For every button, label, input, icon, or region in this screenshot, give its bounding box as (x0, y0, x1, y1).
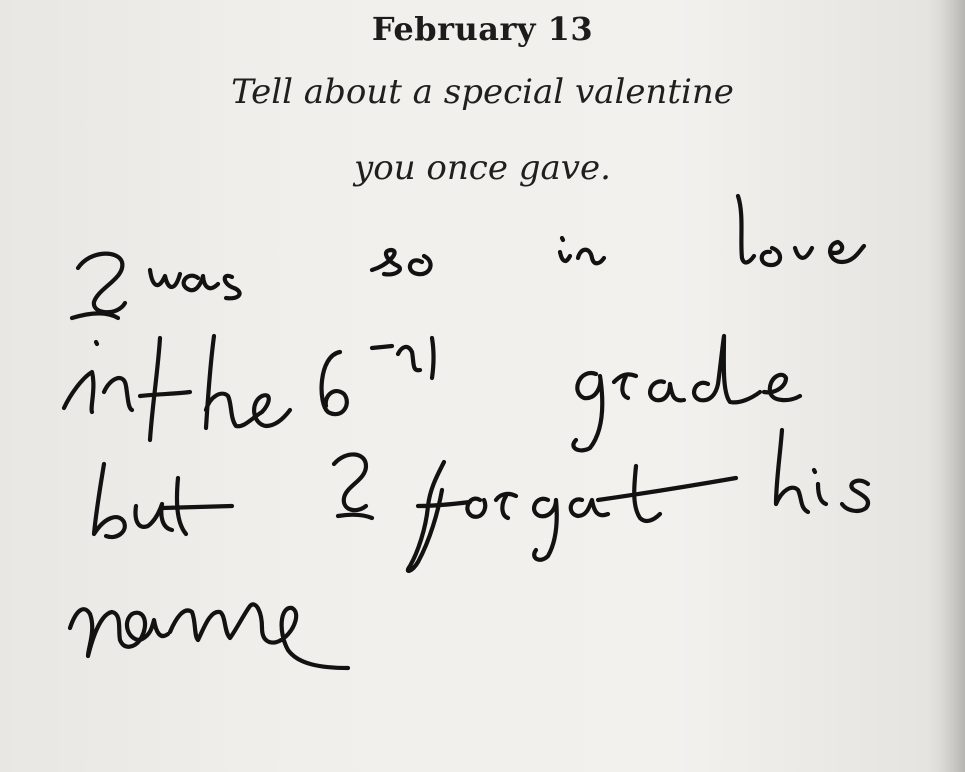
handwriting-line-2 (64, 336, 800, 450)
handwriting-line-1 (72, 196, 864, 318)
prompt-line-1: Tell about a special valentine (231, 72, 734, 112)
handwriting-line-3 (94, 430, 868, 571)
page-date: February 13 (371, 10, 594, 48)
handwriting-line-4 (70, 604, 348, 668)
prompt-line-2: you once gave. (354, 148, 611, 188)
